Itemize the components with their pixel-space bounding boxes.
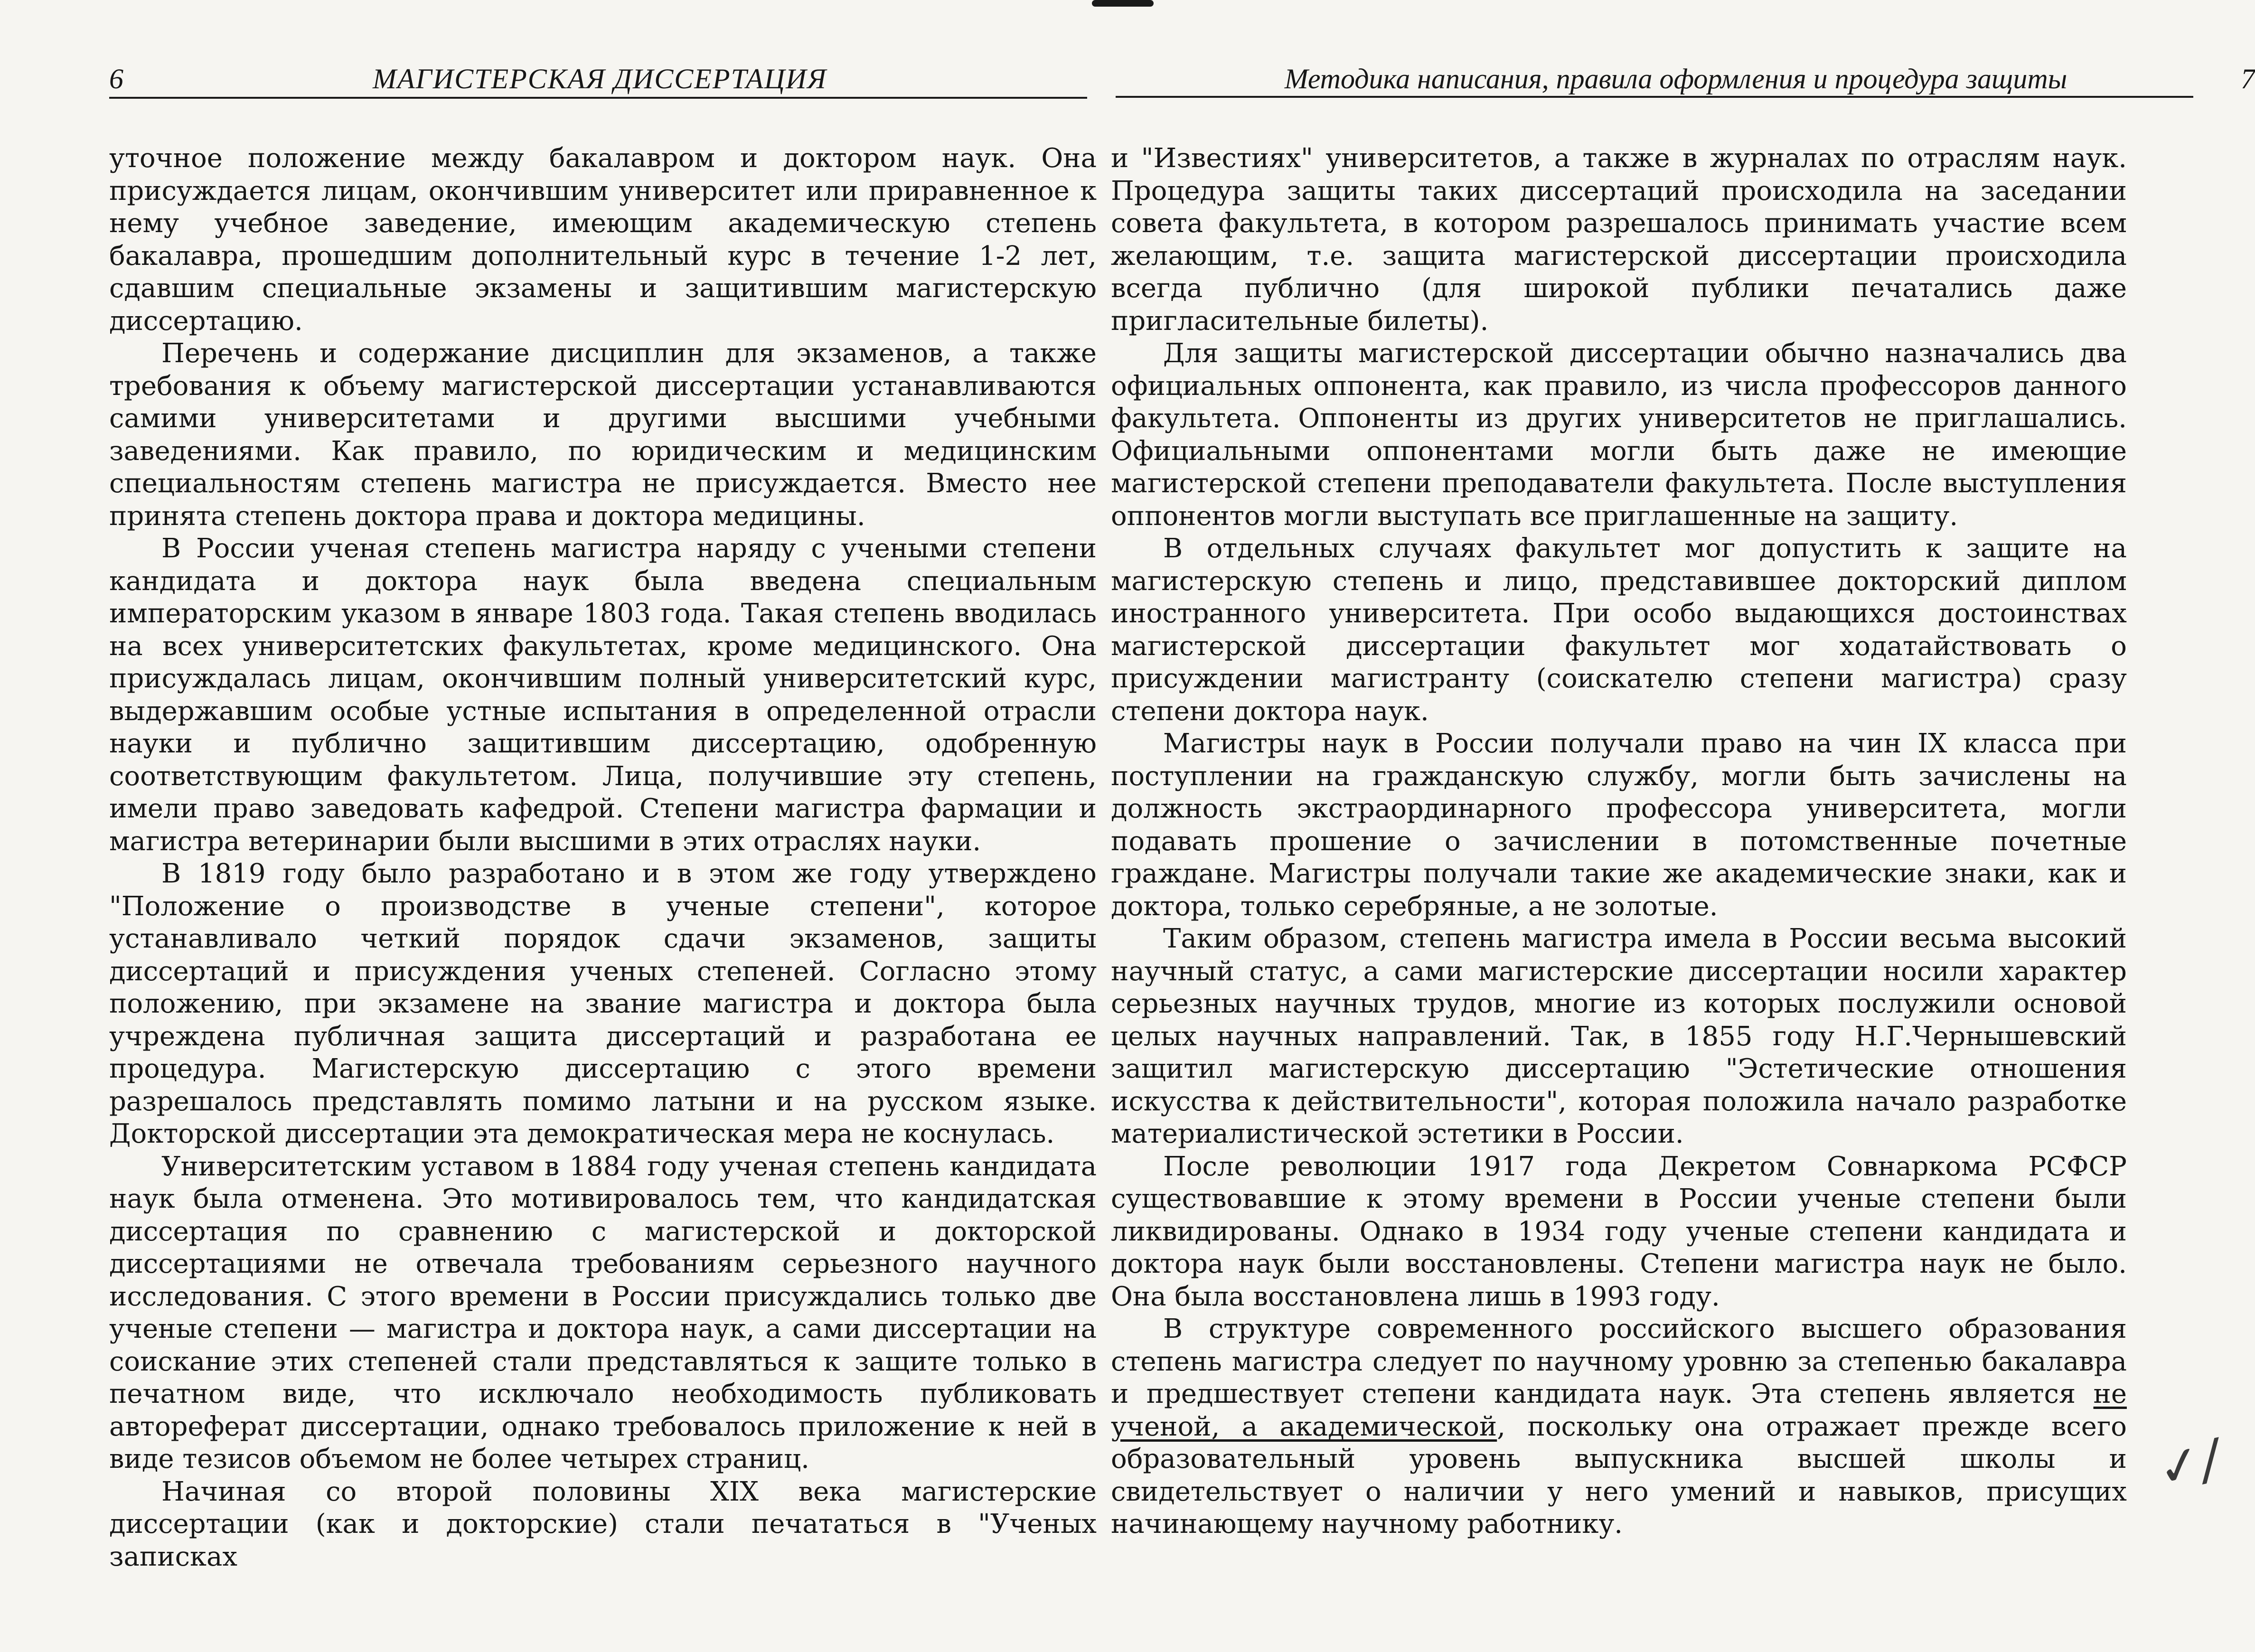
left-paragraph-6: Начиная со второй половины XIX века магистерские диссертации (как и докторские) стали печататься в "Ученых записках <box>109 1476 1097 1572</box>
right-paragraph-3: В отдельных случаях факультет мог допустить к защите на магистерскую степень и лицо, представившее докторский диплом иностранного университета. При особо выдающихся достоинствах магистерской диссертации факультет мог ходатайствовать о присуждении магистранту (соискателю степени магистра) сразу степени доктора наук. <box>1111 533 2127 727</box>
left-paragraph-4: В 1819 году было разработано и в этом же году утверждено "Положение о производстве в ученые степени", которое устанавливало четкий порядок сдачи экзаменов, защиты диссертаций и присуждения ученых степеней. Согласно этому положению, при экзамене на звание магистра и доктора была учреждена публичная защита диссертаций и разработана ее процедура. Магистерскую диссертацию с этого времени разрешалось представлять помимо латыни и на русском языке. Докторской диссертации эта демократическая мера не коснулась. <box>109 858 1097 1149</box>
right-header-rule <box>1116 96 2193 98</box>
left-paragraph-1: уточное положение между бакалавром и доктором наук. Она присуждается лицам, окончившим университет или приравненное к нему учебное заведение, имеющим академическую степень бакалавра, прошедшим дополнительный курс в течение 1-2 лет, сдавшим специальные экзамены и защитившим магистерскую диссертацию. <box>109 143 1097 337</box>
left-header-title: МАГИСТЕРСКАЯ ДИССЕРТАЦИЯ <box>373 63 827 94</box>
left-paragraph-5: Университетским уставом в 1884 году ученая степень кандидата наук была отменена. Это мотивировалось тем, что кандидатская диссертация по сравнению с магистерской и докторской диссертациями не отвечала требованиям серьезного научного исследования. С этого времени в России присуждались только две ученые степени — магистра и доктора наук, а сами диссертации на соискание этих степеней стали представляться к защите только в печатном виде, что исключало необходимость публиковать автореферат диссертации, однако требовалось приложение к ней в виде тезисов объемом не более четырех страниц. <box>109 1151 1097 1474</box>
right-paragraph-7-before: В структуре современного российского высшего образования степень магистра следует по научному уровню за степенью бакалавра и предшествует степени кандидата наук. Эта степень является <box>1111 1314 2127 1409</box>
right-paragraph-2: Для защиты магистерской диссертации обычно назначались два официальных оппонента, как правило, из числа профессоров данного факультета. Оппоненты из других университетов не приглашались. Официальными оппонентами могли быть даже не имеющие магистерской степени преподаватели факультета. После выступления оппонентов могли выступать все приглашенные на защиту. <box>1111 338 2127 532</box>
right-paragraph-5: Таким образом, степень магистра имела в России весьма высокий научный статус, а сами магистерские диссертации носили характер серьезных научных трудов, многие из которых послужили основой целых научных направлений. Так, в 1855 году Н.Г.Чернышевский защитил магистерскую диссертацию "Эстетические отношения искусства к действительности", которая положила начало разработке материалистической эстетики в России. <box>1111 923 2127 1149</box>
left-running-header <box>109 61 1087 99</box>
right-paragraph-1: и "Известиях" университетов, а также в журналах по отраслям наук. Процедура защиты таких диссертаций происходила на заседании совета факультета, в котором разрешалось принимать участие всем желающим, т.е. защита магистерской диссертации происходила всегда публично (для широкой публики печатались даже пригласительные билеты). <box>1111 143 2127 337</box>
right-paragraph-6: После революции 1917 года Декретом Совнаркома РСФСР существовавшие к этому времени в России ученые степени были ликвидированы. Однако в 1934 году ученые степени кандидата и доктора наук были восстановлены. Степени магистра наук не было. Она была восстановлена лишь в 1993 году. <box>1111 1151 2127 1312</box>
right-page-number: 7 <box>2241 63 2255 94</box>
left-paragraph-2: Перечень и содержание дисциплин для экзаменов, а также требования к объему магистерской диссертации устанавливаются самими университетами и другими высшими учебными заведениями. Как правило, по юридическим и медицинским специальностям степень магистра не присуждается. Вместо нее принята степень доктора права и доктора медицины. <box>109 338 1097 532</box>
right-header-title: Методика написания, правила оформления и процедура защиты <box>1284 63 2067 94</box>
right-paragraph-7 <box>1111 1313 2127 1541</box>
right-page <box>1097 0 2255 1652</box>
underlined-phrase: не ученой, а академической <box>1111 1379 2127 1442</box>
right-paragraph-4: Магистры наук в России получали право на чин IX класса при поступлении на гражданскую службу, могли быть зачислены на должность экстраординарного профессора университета, могли подавать прошение о зачислении в потомственные почетные граждане. Магистры получали такие же академические знаки, как и доктора, только серебряные, а не золотые. <box>1111 728 2127 922</box>
left-text-column <box>109 142 1097 1573</box>
right-text-column <box>1111 142 2127 1541</box>
margin-pencil-mark-icon: ✓∕ <box>2152 1427 2225 1501</box>
right-running-header <box>1116 61 2255 97</box>
left-page <box>0 0 1097 1652</box>
left-paragraph-3: В России ученая степень магистра наряду с учеными степени кандидата и доктора наук была введена специальным императорским указом в январе 1803 года. Такая степень вводилась на всех университетских факультетах, кроме медицинского. Она присуждалась лицам, окончившим полный университетский курс, выдержавшим особые устные испытания в определенной отрасли науки и публично защитившим диссертацию, одобренную соответствующим факультетом. Лица, получившие эту степень, имели право заведовать кафедрой. Степени магистра фармации и магистра ветеринарии были высшими в этих отраслях науки. <box>109 533 1097 857</box>
left-page-number: 6 <box>109 63 123 94</box>
right-paragraph-7-after: , поскольку она отражает прежде всего образовательный уровень выпускника высшей школы и свидетельствует о наличии у него умений и навыков, присущих начинающему научному работнику. <box>1111 1411 2127 1539</box>
